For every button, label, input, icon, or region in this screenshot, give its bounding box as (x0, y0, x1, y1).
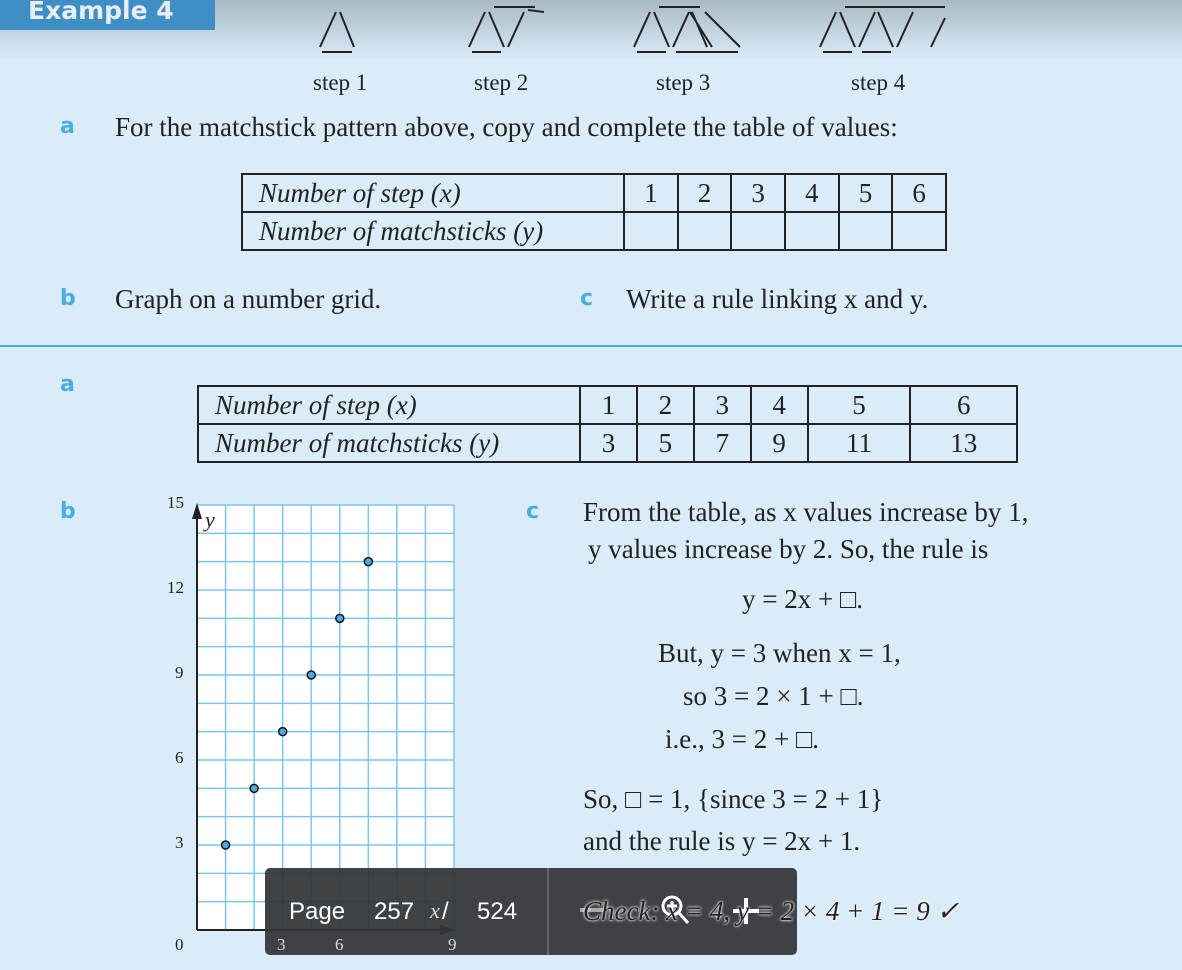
row-header: Number of step (x) (242, 174, 624, 212)
step-label: step 1 (313, 70, 368, 95)
y-tick-label: 3 (175, 833, 184, 852)
x-tick-label: 3 (277, 935, 286, 954)
page-label: Page (289, 898, 346, 925)
y-tick-label: 12 (167, 578, 184, 597)
cell: 1 (580, 386, 637, 424)
cell: 9 (751, 424, 808, 462)
x-tick-label: 6 (335, 935, 344, 954)
cell: 4 (751, 386, 808, 424)
y-tick-label: 9 (175, 663, 184, 682)
example-banner: Example 4 (0, 0, 215, 30)
row-header: Number of matchsticks (y) (242, 212, 624, 250)
row-header: Number of step (x) (198, 386, 580, 424)
cell: 3 (731, 174, 785, 212)
solution-line: so 3 = 2 × 1 + □. (683, 681, 864, 711)
x-tick-label: 9 (448, 935, 457, 954)
cell: 7 (694, 424, 751, 462)
solution-line: From the table, as x values increase by 1, (583, 497, 1029, 527)
cell: 6 (892, 174, 946, 212)
cell: 5 (839, 174, 893, 212)
solution-line: y = 2x + □. (742, 584, 864, 614)
cell: 5 (637, 424, 694, 462)
solution-a-label: a (60, 372, 75, 397)
y-tick-label: 6 (175, 748, 184, 767)
cell: 13 (910, 424, 1017, 462)
cell: 4 (785, 174, 839, 212)
x-axis-label: x (430, 898, 440, 923)
cell: 6 (910, 386, 1017, 424)
cell: 2 (637, 386, 694, 424)
y-axis-label: y (205, 507, 215, 532)
step-label: step 4 (851, 70, 906, 95)
y-tick-label: 15 (167, 493, 184, 512)
cell: 3 (580, 424, 637, 462)
data-point (279, 728, 287, 736)
data-point (307, 671, 315, 679)
solution-c-label: c (526, 499, 540, 524)
cell: 5 (808, 386, 911, 424)
solution-line: But, y = 3 when x = 1, (658, 638, 901, 668)
current-page-input[interactable]: 257 (374, 898, 415, 925)
data-point (250, 784, 258, 792)
cell: 3 (694, 386, 751, 424)
data-point (364, 558, 372, 566)
row-header: Number of matchsticks (y) (198, 424, 580, 462)
grid-background (197, 505, 454, 930)
part-a-label: a (60, 114, 75, 139)
solution-line: and the rule is y = 2x + 1. (583, 826, 861, 856)
solution-line: So, □ = 1, {since 3 = 2 + 1} (583, 784, 884, 814)
cell: 2 (678, 174, 732, 212)
step-label: step 2 (474, 70, 529, 95)
page-separator: / (442, 898, 449, 925)
solution-line: y values increase by 2. So, the rule is (588, 534, 989, 564)
cell: 1 (624, 174, 678, 212)
question-c-text: Write a rule linking x and y. (626, 284, 929, 314)
solution-b-label: b (60, 499, 76, 524)
data-point (222, 841, 230, 849)
total-pages: 524 (477, 898, 518, 925)
data-point (336, 614, 344, 622)
solution-check-line: Check: x = 4, y = 2 × 4 + 1 = 9 ✓ (583, 896, 960, 926)
question-a-text: For the matchstick pattern above, copy and complete the table of values: (115, 112, 898, 142)
solution-line: i.e., 3 = 2 + □. (665, 724, 819, 754)
step-label: step 3 (656, 70, 711, 95)
question-b-text: Graph on a number grid. (115, 284, 382, 314)
toolbar-divider (547, 868, 549, 955)
cell: 11 (808, 424, 911, 462)
part-c-label: c (580, 286, 594, 311)
part-b-label: b (60, 286, 76, 311)
x-tick-label: 0 (175, 935, 184, 954)
